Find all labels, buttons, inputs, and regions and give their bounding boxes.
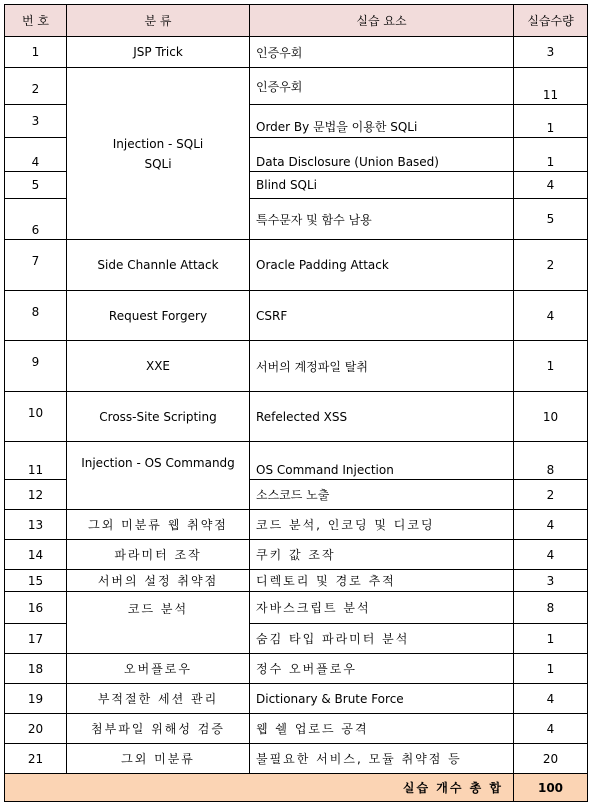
- row-count: 4: [514, 540, 588, 570]
- row-count: 5: [514, 199, 588, 240]
- table-row: [5, 510, 588, 540]
- row-category: [67, 68, 250, 240]
- row-element: Dictionary & Brute Force: [250, 684, 514, 714]
- row-element: Data Disclosure (Union Based): [250, 138, 514, 172]
- row-category: Request Forgery: [67, 291, 250, 341]
- total-row: [5, 774, 588, 802]
- total-value: 100: [514, 774, 588, 802]
- row-count: 1: [514, 654, 588, 684]
- row-element: 쿠키 값 조작: [250, 540, 514, 570]
- table-row: [5, 540, 588, 570]
- row-count: 10: [514, 392, 588, 442]
- row-count: 4: [514, 510, 588, 540]
- row-category: 첨부파일 위해성 검증: [67, 714, 250, 744]
- row-number: 9: [5, 341, 67, 392]
- header-count: 실습수량: [514, 5, 588, 37]
- row-number: 21: [5, 744, 67, 774]
- row-number: 19: [5, 684, 67, 714]
- row-category: 코드 분석: [67, 592, 250, 654]
- table-row: [5, 592, 588, 624]
- row-count: 4: [514, 714, 588, 744]
- row-count: 1: [514, 138, 588, 172]
- row-number: 12: [5, 480, 67, 510]
- row-number: 8: [5, 291, 67, 341]
- row-category: Side Channle Attack: [67, 240, 250, 291]
- row-element: Refelected XSS: [250, 392, 514, 442]
- table-row: [5, 570, 588, 592]
- row-element: CSRF: [250, 291, 514, 341]
- row-category: 서버의 설정 취약점: [67, 570, 250, 592]
- row-number: 17: [5, 624, 67, 654]
- table-row: [5, 37, 588, 68]
- row-number: 5: [5, 172, 67, 199]
- row-element: 자바스크립트 분석: [250, 592, 514, 624]
- row-count: 1: [514, 105, 588, 138]
- row-number: 7: [5, 240, 67, 291]
- row-number: 18: [5, 654, 67, 684]
- row-count: 3: [514, 570, 588, 592]
- row-category: 파라미터 조작: [67, 540, 250, 570]
- header-element: 실습 요소: [250, 5, 514, 37]
- row-category: Injection - OS Commandg: [67, 442, 250, 510]
- table-row: [5, 392, 588, 442]
- row-element: 인증우회: [250, 37, 514, 68]
- total-label: 실습 개수 총 합: [5, 774, 514, 802]
- practice-table: [4, 4, 588, 802]
- row-number: 6: [5, 199, 67, 240]
- row-element: 웹 쉘 업로드 공격: [250, 714, 514, 744]
- row-count: 1: [514, 624, 588, 654]
- row-number: 4: [5, 138, 67, 172]
- row-number: 10: [5, 392, 67, 442]
- row-category: 그외 미분류 웹 취약점: [67, 510, 250, 540]
- row-element: Oracle Padding Attack: [250, 240, 514, 291]
- row-element: 정수 오버플로우: [250, 654, 514, 684]
- header-number: 번 호: [5, 5, 67, 37]
- table-row: [5, 654, 588, 684]
- row-element: 코드 분석, 인코딩 및 디코딩: [250, 510, 514, 540]
- table-row: [5, 240, 588, 291]
- table-row: [5, 291, 588, 341]
- row-count: 8: [514, 592, 588, 624]
- row-category: JSP Trick: [67, 37, 250, 68]
- table-row: [5, 744, 588, 774]
- table-row: [5, 714, 588, 744]
- row-element: 디렉토리 및 경로 추적: [250, 570, 514, 592]
- row-count: 4: [514, 291, 588, 341]
- category-line: Injection - SQLi: [112, 136, 204, 151]
- table-row: [5, 442, 588, 480]
- row-element: OS Command Injection: [250, 442, 514, 480]
- row-number: 3: [5, 105, 67, 138]
- row-count: 4: [514, 172, 588, 199]
- table-row: [5, 341, 588, 392]
- row-element: 서버의 계정파일 탈취: [250, 341, 514, 392]
- row-count: 1: [514, 341, 588, 392]
- row-element: 특수문자 및 함수 남용: [250, 199, 514, 240]
- header-row: [5, 5, 588, 37]
- row-element: Order By 문법을 이용한 SQLi: [250, 105, 514, 138]
- row-count: 3: [514, 37, 588, 68]
- row-element: 불필요한 서비스, 모듈 취약점 등: [250, 744, 514, 774]
- row-count: 4: [514, 684, 588, 714]
- row-category: Cross-Site Scripting: [67, 392, 250, 442]
- row-number: 1: [5, 37, 67, 68]
- table-row: [5, 68, 588, 105]
- row-category: XXE: [67, 341, 250, 392]
- row-category: 부적절한 세션 관리: [67, 684, 250, 714]
- row-number: 20: [5, 714, 67, 744]
- row-count: 2: [514, 480, 588, 510]
- row-element: 인증우회: [250, 68, 514, 105]
- row-number: 13: [5, 510, 67, 540]
- category-line: SQLi: [144, 156, 172, 171]
- row-number: 15: [5, 570, 67, 592]
- row-element: 숨김 타입 파라미터 분석: [250, 624, 514, 654]
- row-count: 11: [514, 68, 588, 105]
- header-category: 분 류: [67, 5, 250, 37]
- row-count: 8: [514, 442, 588, 480]
- row-number: 16: [5, 592, 67, 624]
- row-number: 11: [5, 442, 67, 480]
- table-row: [5, 684, 588, 714]
- row-count: 20: [514, 744, 588, 774]
- row-number: 2: [5, 68, 67, 105]
- row-element: Blind SQLi: [250, 172, 514, 199]
- row-category: 그외 미분류: [67, 744, 250, 774]
- row-number: 14: [5, 540, 67, 570]
- row-category: 오버플로우: [67, 654, 250, 684]
- row-element: 소스코드 노출: [250, 480, 514, 510]
- row-count: 2: [514, 240, 588, 291]
